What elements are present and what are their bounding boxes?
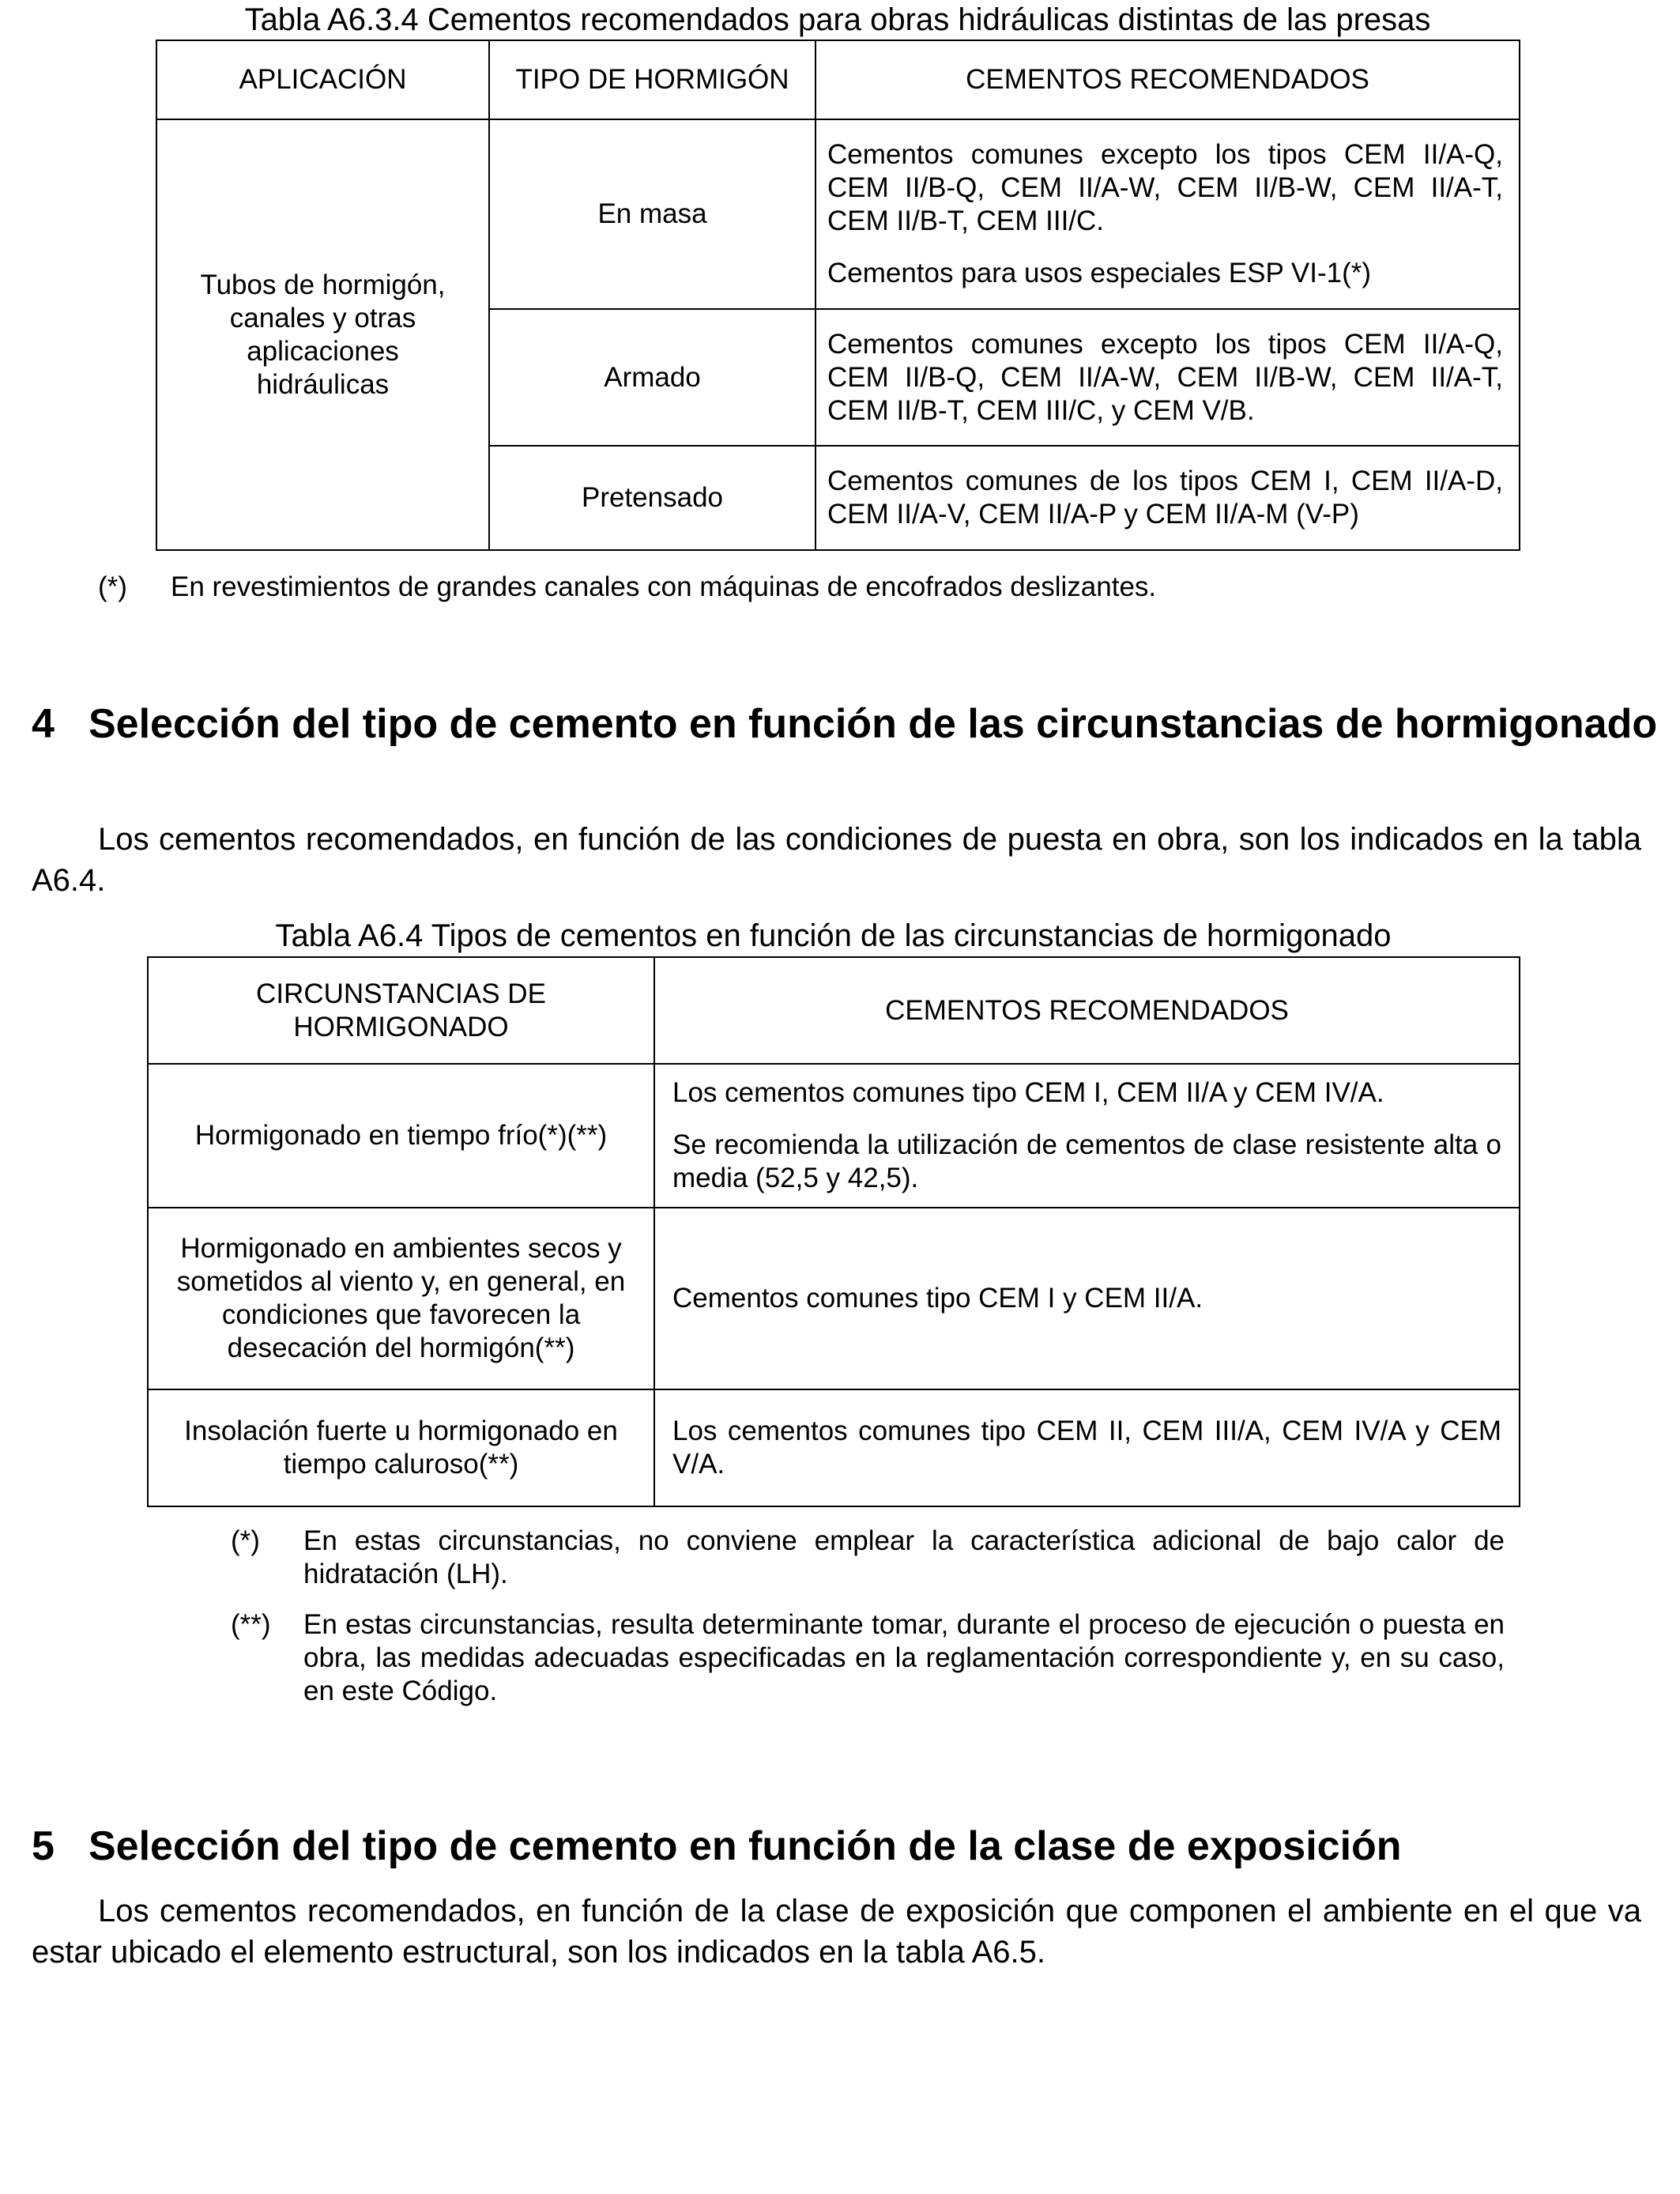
section-5-heading — [32, 1821, 1675, 1872]
cell-cementos-tiempo-frio — [654, 1064, 1520, 1208]
cementos-tiempo-frio-extra: Se recomienda la utilización de cementos de clase resistente alta o media (52,5 y 42,5). — [672, 1129, 1501, 1193]
cementos-tiempo-frio-text: Los cementos comunes tipo CEM I, CEM II/A y CEM IV/A. — [672, 1077, 1384, 1108]
cementos-insolacion-text: Los cementos comunes tipo CEM II, CEM III/A, CEM IV/A y CEM V/A. — [672, 1416, 1501, 1480]
section-4-heading — [32, 699, 1675, 801]
section-4-title: Selección del tipo de cemento en función de las circunstancias de hormigonado — [89, 701, 1658, 747]
header-cementos-recomendados: CEMENTOS RECOMENDADOS — [816, 40, 1520, 119]
cell-cementos-en-masa — [816, 119, 1520, 309]
table-a6-4 — [147, 956, 1520, 1507]
note-2-text: En estas circunstancias, resulta determinante tomar, durante el proceso de ejecución o puesta en obra, las medidas adecuadas especificadas en la reglamentación correspondiente y, en su caso, en este Código. — [303, 1609, 1505, 1706]
cell-tipo-pretensado: Pretensado — [489, 446, 816, 550]
section-5-paragraph: Los cementos recomendados, en función de la clase de exposición que componen el ambiente en el que va estar ubicado el elemento estructural, son los indicados en la tabla A6.5. — [32, 1894, 1641, 1970]
cementos-en-masa-extra: Cementos para usos especiales ESP VI-1(*) — [827, 258, 1372, 288]
note-2-marker: (**) — [231, 1609, 271, 1640]
header-aplicacion: APLICACIÓN — [156, 40, 489, 119]
note-1-marker: (*) — [231, 1525, 260, 1556]
table2-caption: Tabla A6.4 Tipos de cementos en función de las circunstancias de hormigonado — [275, 918, 1392, 953]
section-4-number: 4 — [32, 701, 55, 747]
table2-note-2 — [231, 1608, 1511, 1711]
table2-note-1 — [231, 1525, 1511, 1596]
cell-cementos-armado — [816, 309, 1520, 446]
cell-insolacion: Insolación fuerte u hormigonado en tiempo caluroso(**) — [148, 1389, 654, 1506]
cell-ambientes-secos: Hormigonado en ambientes secos y sometidos al viento y, en general, en condiciones que favorecen la desecación del hormigón(**) — [148, 1208, 654, 1389]
cell-cementos-insolacion — [654, 1389, 1520, 1506]
section-5-title: Selección del tipo de cemento en función de la clase de exposición — [89, 1823, 1402, 1869]
note-text: En revestimientos de grandes canales con máquinas de encofrados deslizantes. — [171, 571, 1157, 602]
cell-aplicacion: Tubos de hormigón, canales y otras aplicaciones hidráulicas — [156, 119, 489, 550]
note-1-text: En estas circunstancias, no conviene emplear la característica adicional de bajo calor de hidratación (LH). — [303, 1525, 1505, 1589]
cell-tipo-armado: Armado — [489, 309, 816, 446]
cell-tipo-en-masa: En masa — [489, 119, 816, 309]
table-a6-3-4 — [156, 40, 1520, 551]
cementos-en-masa-text: Cementos comunes excepto los tipos CEM II/A-Q, CEM II/B-Q, CEM II/A-W, CEM II/B-W, CEM II/A-T, CEM II/B-T, CEM III/C. — [827, 139, 1503, 236]
note-marker: (*) — [98, 571, 127, 602]
table1-caption: Tabla A6.3.4 Cementos recomendados para obras hidráulicas distintas de las presas — [244, 2, 1431, 37]
section-4-paragraph: Los cementos recomendados, en función de las condiciones de puesta en obra, son los indicados en la tabla A6.4. — [32, 822, 1641, 898]
cell-cementos-pretensado — [816, 446, 1520, 550]
cementos-ambientes-secos-text: Cementos comunes tipo CEM I y CEM II/A. — [672, 1283, 1203, 1314]
cementos-pretensado-text: Cementos comunes de los tipos CEM I, CEM II/A-D, CEM II/A-V, CEM II/A-P y CEM II/A-M (V-P) — [827, 466, 1503, 530]
table1-note — [98, 571, 1520, 610]
cell-cementos-ambientes-secos — [654, 1208, 1520, 1389]
cementos-armado-text: Cementos comunes excepto los tipos CEM II/A-Q, CEM II/B-Q, CEM II/A-W, CEM II/B-W, CEM II/A-T, CEM II/B-T, CEM III/C, y CEM V/B. — [827, 328, 1503, 426]
cell-tiempo-frio: Hormigonado en tiempo frío(*)(**) — [148, 1064, 654, 1208]
section-5-number: 5 — [32, 1823, 55, 1869]
header-cementos-recomendados-2: CEMENTOS RECOMENDADOS — [654, 957, 1520, 1064]
header-tipo-hormigon: TIPO DE HORMIGÓN — [489, 40, 816, 119]
header-circunstancias: CIRCUNSTANCIAS DE HORMIGONADO — [148, 957, 654, 1064]
